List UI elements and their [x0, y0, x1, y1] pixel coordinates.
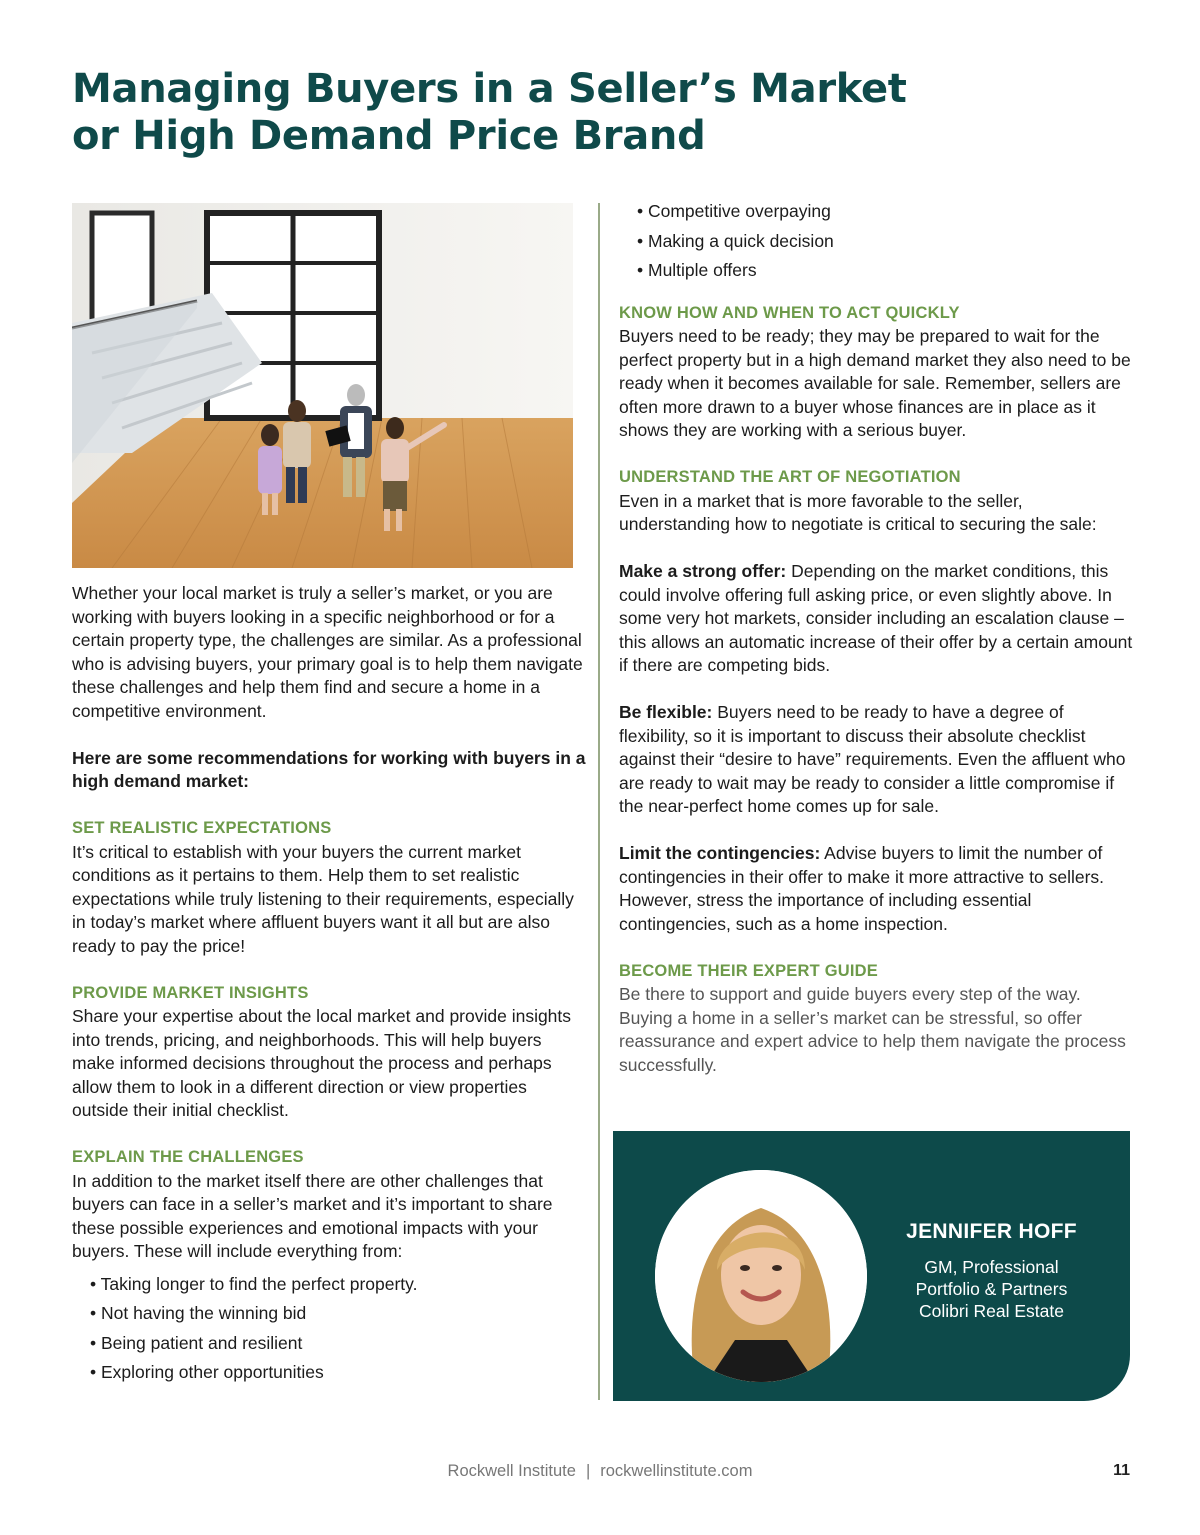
list-item: • Making a quick decision	[637, 230, 834, 251]
challenges-bullet-list-continued	[619, 197, 1134, 286]
list-item: • Being patient and resilient	[90, 1332, 303, 1353]
section-heading-insights: PROVIDE MARKET INSIGHTS	[72, 983, 309, 1002]
author-role-line-1: GM, Professional	[924, 1257, 1059, 1277]
challenges-bullet-list	[72, 1270, 587, 1388]
footer-brand: Rockwell Institute	[447, 1462, 576, 1480]
section-body-negotiation: Even in a market that is more favorable to the seller, understanding how to negotiate is critical to securing the sale:	[619, 490, 1097, 534]
list-item: • Taking longer to find the perfect property.	[90, 1273, 418, 1294]
section-heading-act-quickly: KNOW HOW AND WHEN TO ACT QUICKLY	[619, 303, 960, 322]
footer-url[interactable]: rockwellinstitute.com	[600, 1462, 753, 1480]
section-heading-negotiation: UNDERSTAND THE ART OF NEGOTIATION	[619, 468, 961, 486]
list-item: • Competitive overpaying	[637, 201, 831, 221]
negotiation-item-label: Make a strong offer:	[619, 561, 787, 581]
section-heading-guide: BECOME THEIR EXPERT GUIDE	[619, 961, 878, 980]
section-body-insights: Share your expertise about the local market and provide insights into trends, pricing, and neighborhoods. This will help buyers make informed decisions throughout the process and perhaps allow them to look in a different direction or view properties outside their initial checklist.	[72, 1006, 572, 1120]
section-body-challenges: In addition to the market itself there are other challenges that buyers can face in a seller’s market and it’s important to share these possible experiences and emotional impacts with your buyers. These will include everything from:	[72, 1170, 553, 1261]
hero-photo-buyers-in-home	[72, 203, 573, 568]
page-title-line-1: Managing Buyers in a Seller’s Market	[72, 66, 907, 112]
footer-separator: |	[585, 1462, 591, 1480]
recommendations-lead: Here are some recommendations for working with buyers in a high demand market:	[72, 747, 586, 791]
right-column	[619, 197, 1134, 1077]
section-body-guide: Be there to support and guide buyers every step of the way. Buying a home in a seller’s market can be stressful, so offer reassurance and expert advice to help them navigate the process successfully.	[619, 984, 1126, 1075]
intro-paragraph: Whether your local market is truly a seller’s market, or you are working with buyers looking in a specific neighborhood or for a certain property type, the challenges are similar. As a professional who is advising buyers, your primary goal is to help them navigate these challenges and help them find and secure a home in a competitive environment.	[72, 583, 583, 721]
negotiation-item-label: Limit the contingencies:	[619, 843, 821, 863]
negotiation-item-contingencies	[619, 842, 1134, 936]
page-title-line-2: or High Demand Price Brand	[72, 113, 706, 159]
author-card	[613, 1131, 1130, 1401]
author-portrait	[655, 1170, 867, 1382]
negotiation-item-strong-offer	[619, 560, 1134, 678]
negotiation-item-be-flexible	[619, 701, 1134, 819]
negotiation-item-label: Be flexible:	[619, 702, 713, 722]
negotiation-item-text: Advise buyers to limit the number of contingencies in their offer to make it more attractive to sellers. However, stress the importance of including essential contingencies, such as a home inspection.	[619, 843, 1105, 934]
list-item: • Not having the winning bid	[90, 1303, 307, 1323]
author-name: JENNIFER HOFF	[906, 1220, 1077, 1243]
negotiation-item-text: Buyers need to be ready to have a degree of flexibility, so it is important to discuss their absolute checklist against their “desire to have” requirements. Even the affluent who are ready to wait may be ready to consider a little compromise if the near-perfect home comes up for sale.	[619, 702, 1126, 816]
list-item: • Multiple offers	[637, 260, 757, 280]
column-divider	[598, 203, 600, 1400]
section-body-expectations: It’s critical to establish with your buyers the current market conditions as it pertains to them. Help them to set realistic expectations while truly listening to their requirements, especially in today’s market where affluent buyers want it all but are also ready to pay the price!	[72, 841, 574, 956]
author-role-line-2: Portfolio & Partners	[915, 1279, 1068, 1299]
section-heading-expectations: SET REALISTIC EXPECTATIONS	[72, 819, 332, 837]
page-title	[72, 66, 972, 160]
page-number: 11	[1113, 1462, 1130, 1479]
page-footer	[0, 1462, 1200, 1481]
list-item: • Exploring other opportunities	[90, 1362, 324, 1382]
left-column	[72, 582, 587, 1388]
section-body-act-quickly: Buyers need to be ready; they may be prepared to wait for the perfect property but in a high demand market they also need to be ready when it becomes available for sale. Remember, sellers are often more drawn to a buyer whose finances are in place as it shows they are working with a serious buyer.	[619, 326, 1131, 440]
section-heading-challenges: EXPLAIN THE CHALLENGES	[72, 1148, 304, 1166]
negotiation-item-text: Depending on the market conditions, this could involve offering full asking price, or even slightly above. In some very hot markets, consider including an escalation clause – this allows an automatic increase of their offer by a certain amount if there are competing bids.	[619, 561, 1133, 675]
author-company: Colibri Real Estate	[919, 1301, 1064, 1321]
